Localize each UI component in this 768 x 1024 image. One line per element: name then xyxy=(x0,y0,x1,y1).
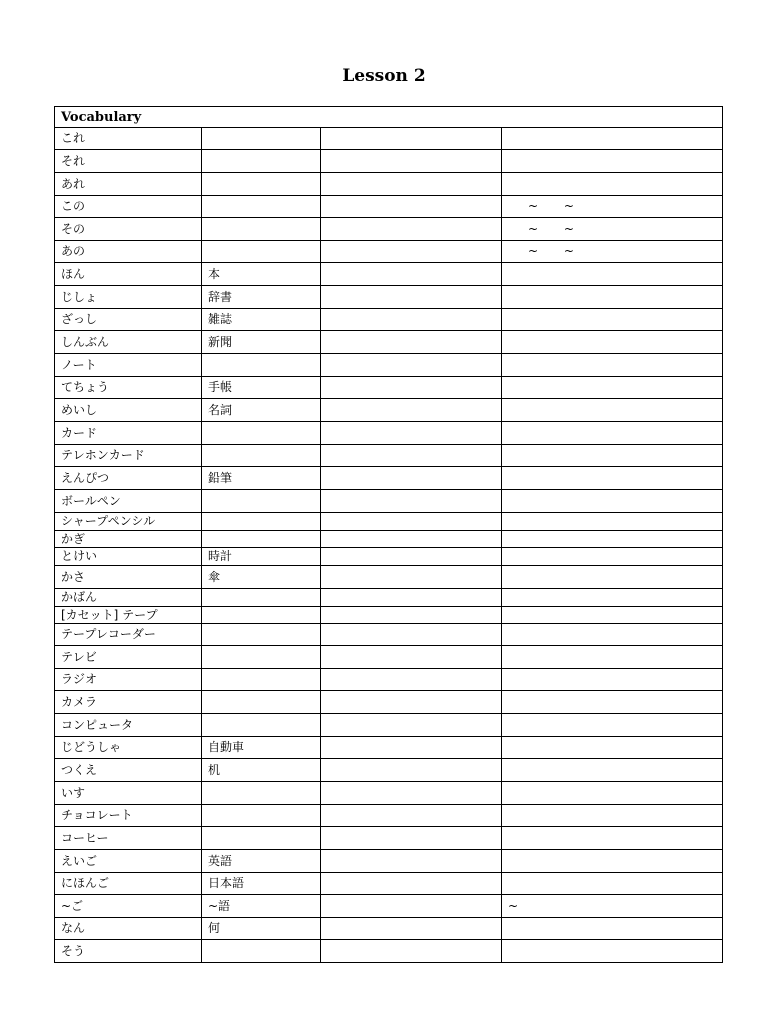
table-row xyxy=(55,445,723,467)
table-row xyxy=(55,286,723,309)
vocab-kana-cell: ほん xyxy=(55,263,202,286)
vocab-blank-cell xyxy=(321,827,502,850)
vocab-note-cell: ~ xyxy=(502,895,723,918)
vocab-note-cell xyxy=(502,445,723,467)
table-row xyxy=(55,490,723,513)
vocab-blank-cell xyxy=(321,422,502,445)
vocab-note-cell xyxy=(502,607,723,624)
vocab-note-cell xyxy=(502,354,723,377)
vocab-note-cell xyxy=(502,782,723,805)
vocab-note-cell xyxy=(502,940,723,963)
vocab-kanji-cell: 本 xyxy=(202,263,321,286)
vocab-blank-cell xyxy=(321,895,502,918)
vocabulary-table xyxy=(54,106,723,963)
table-row xyxy=(55,714,723,737)
vocab-kana-cell: かぎ xyxy=(55,531,202,548)
vocab-kana-cell: めいし xyxy=(55,399,202,422)
vocab-kanji-cell xyxy=(202,150,321,173)
vocab-kanji-cell xyxy=(202,827,321,850)
vocab-note-cell xyxy=(502,624,723,646)
vocab-note-cell xyxy=(502,531,723,548)
vocab-kanji-cell xyxy=(202,422,321,445)
vocab-blank-cell xyxy=(321,548,502,566)
vocab-note-cell xyxy=(502,669,723,691)
vocab-blank-cell xyxy=(321,399,502,422)
table-row xyxy=(55,263,723,286)
vocab-note-cell xyxy=(502,218,723,241)
vocab-kanji-cell xyxy=(202,624,321,646)
table-row xyxy=(55,128,723,150)
vocab-note-cell xyxy=(502,714,723,737)
vocab-kanji-cell: ~語 xyxy=(202,895,321,918)
table-row xyxy=(55,422,723,445)
vocab-kana-cell: これ xyxy=(55,128,202,150)
vocab-kanji-cell: 傘 xyxy=(202,566,321,589)
table-row xyxy=(55,759,723,782)
vocab-blank-cell xyxy=(321,646,502,669)
vocab-kanji-cell xyxy=(202,691,321,714)
table-row xyxy=(55,566,723,589)
vocab-blank-cell xyxy=(321,467,502,490)
vocab-kanji-cell: 自動車 xyxy=(202,737,321,759)
table-row xyxy=(55,513,723,531)
table-row xyxy=(55,173,723,196)
vocab-kanji-cell xyxy=(202,589,321,607)
vocab-note-cell xyxy=(502,646,723,669)
vocab-kanji-cell: 辞書 xyxy=(202,286,321,309)
vocab-blank-cell xyxy=(321,531,502,548)
vocab-blank-cell xyxy=(321,624,502,646)
vocab-note-cell xyxy=(502,377,723,399)
vocab-blank-cell xyxy=(321,759,502,782)
table-row xyxy=(55,241,723,263)
vocab-note-cell xyxy=(502,128,723,150)
table-row xyxy=(55,827,723,850)
vocab-kanji-cell xyxy=(202,490,321,513)
vocab-kana-cell: ラジオ xyxy=(55,669,202,691)
vocab-blank-cell xyxy=(321,850,502,873)
vocab-kana-cell: それ xyxy=(55,150,202,173)
table-row xyxy=(55,850,723,873)
vocab-note-cell xyxy=(502,422,723,445)
tilde-pattern: ~ ~ xyxy=(528,221,574,236)
vocab-kanji-cell xyxy=(202,531,321,548)
vocab-kanji-cell xyxy=(202,607,321,624)
vocab-kanji-cell xyxy=(202,354,321,377)
table-row xyxy=(55,691,723,714)
vocab-note-cell xyxy=(502,548,723,566)
vocab-kana-cell: なん xyxy=(55,918,202,940)
table-row xyxy=(55,331,723,354)
vocab-blank-cell xyxy=(321,196,502,218)
table-row xyxy=(55,548,723,566)
vocab-blank-cell xyxy=(321,377,502,399)
table-row xyxy=(55,531,723,548)
vocab-blank-cell xyxy=(321,589,502,607)
table-row xyxy=(55,782,723,805)
vocab-blank-cell xyxy=(321,669,502,691)
vocab-kanji-cell: 時計 xyxy=(202,548,321,566)
vocab-kana-cell: あれ xyxy=(55,173,202,196)
vocab-blank-cell xyxy=(321,873,502,895)
vocab-note-cell xyxy=(502,873,723,895)
vocab-kanji-cell xyxy=(202,669,321,691)
vocab-blank-cell xyxy=(321,691,502,714)
vocab-kanji-cell: 鉛筆 xyxy=(202,467,321,490)
vocab-blank-cell xyxy=(321,714,502,737)
vocab-kanji-cell: 新聞 xyxy=(202,331,321,354)
vocab-note-cell xyxy=(502,737,723,759)
vocab-blank-cell xyxy=(321,445,502,467)
vocab-blank-cell xyxy=(321,566,502,589)
vocab-kanji-cell xyxy=(202,173,321,196)
vocab-note-cell xyxy=(502,263,723,286)
section-header: Vocabulary xyxy=(55,107,723,128)
vocab-kanji-cell xyxy=(202,218,321,241)
vocab-kana-cell: いす xyxy=(55,782,202,805)
vocab-kana-cell: えんぴつ xyxy=(55,467,202,490)
table-row xyxy=(55,873,723,895)
vocab-note-cell xyxy=(502,331,723,354)
vocab-kana-cell: てちょう xyxy=(55,377,202,399)
vocab-kanji-cell: 机 xyxy=(202,759,321,782)
vocab-blank-cell xyxy=(321,513,502,531)
vocab-blank-cell xyxy=(321,309,502,331)
vocab-kana-cell: テープレコーダー xyxy=(55,624,202,646)
vocab-kanji-cell: 日本語 xyxy=(202,873,321,895)
vocab-kanji-cell: 英語 xyxy=(202,850,321,873)
vocab-kana-cell: ~ご xyxy=(55,895,202,918)
vocab-note-cell xyxy=(502,589,723,607)
vocab-kana-cell: そう xyxy=(55,940,202,963)
vocab-kanji-cell: 名詞 xyxy=(202,399,321,422)
vocab-blank-cell xyxy=(321,607,502,624)
vocab-kana-cell: かさ xyxy=(55,566,202,589)
vocab-note-cell xyxy=(502,173,723,196)
vocab-kanji-cell xyxy=(202,128,321,150)
vocab-kana-cell: コーヒー xyxy=(55,827,202,850)
vocab-kana-cell: つくえ xyxy=(55,759,202,782)
table-row xyxy=(55,309,723,331)
vocab-note-cell xyxy=(502,286,723,309)
vocab-kana-cell: とけい xyxy=(55,548,202,566)
table-row xyxy=(55,624,723,646)
vocab-note-cell xyxy=(502,490,723,513)
vocab-kana-cell: この xyxy=(55,196,202,218)
table-row xyxy=(55,150,723,173)
vocab-kana-cell: えいご xyxy=(55,850,202,873)
table-row xyxy=(55,354,723,377)
vocab-blank-cell xyxy=(321,241,502,263)
table-row xyxy=(55,918,723,940)
page-title: Lesson 2 xyxy=(342,66,426,86)
vocab-kanji-cell xyxy=(202,940,321,963)
vocab-blank-cell xyxy=(321,286,502,309)
vocab-kanji-cell xyxy=(202,513,321,531)
vocab-note-cell xyxy=(502,566,723,589)
vocab-kana-cell: シャープペンシル xyxy=(55,513,202,531)
vocab-blank-cell xyxy=(321,805,502,827)
table-row xyxy=(55,589,723,607)
tilde-pattern: ~ ~ xyxy=(528,244,574,258)
vocab-note-cell xyxy=(502,196,723,218)
vocab-note-cell xyxy=(502,399,723,422)
vocab-blank-cell xyxy=(321,150,502,173)
vocab-note-cell xyxy=(502,691,723,714)
table-row xyxy=(55,607,723,624)
table-row xyxy=(55,805,723,827)
vocab-note-cell xyxy=(502,805,723,827)
vocab-note-cell xyxy=(502,513,723,531)
table-row xyxy=(55,646,723,669)
table-row xyxy=(55,196,723,218)
vocab-kana-cell: ノート xyxy=(55,354,202,377)
vocab-kana-cell: チョコレート xyxy=(55,805,202,827)
vocab-kana-cell: ざっし xyxy=(55,309,202,331)
table-row xyxy=(55,669,723,691)
vocab-kana-cell: コンピュータ xyxy=(55,714,202,737)
table-row xyxy=(55,895,723,918)
vocab-kana-cell: しんぶん xyxy=(55,331,202,354)
table-row xyxy=(55,737,723,759)
vocab-kana-cell: じどうしゃ xyxy=(55,737,202,759)
vocab-kana-cell: にほんご xyxy=(55,873,202,895)
vocab-blank-cell xyxy=(321,918,502,940)
vocab-note-cell xyxy=(502,850,723,873)
vocab-kana-cell: カメラ xyxy=(55,691,202,714)
vocab-kana-cell: テレビ xyxy=(55,646,202,669)
vocab-kanji-cell xyxy=(202,445,321,467)
vocab-blank-cell xyxy=(321,490,502,513)
vocab-kanji-cell xyxy=(202,241,321,263)
vocab-kanji-cell xyxy=(202,196,321,218)
table-row xyxy=(55,940,723,963)
vocab-kana-cell: [カセット] テープ xyxy=(55,607,202,624)
vocab-kana-cell: その xyxy=(55,218,202,241)
vocab-kanji-cell: 雑誌 xyxy=(202,309,321,331)
vocab-blank-cell xyxy=(321,782,502,805)
vocab-blank-cell xyxy=(321,940,502,963)
vocab-blank-cell xyxy=(321,173,502,196)
vocab-blank-cell xyxy=(321,128,502,150)
vocab-kana-cell: カード xyxy=(55,422,202,445)
vocab-kana-cell: ボールペン xyxy=(55,490,202,513)
vocab-note-cell xyxy=(502,467,723,490)
vocab-note-cell xyxy=(502,150,723,173)
vocab-note-cell xyxy=(502,241,723,263)
table-row xyxy=(55,467,723,490)
table-row xyxy=(55,377,723,399)
vocab-kanji-cell: 何 xyxy=(202,918,321,940)
table-header-row xyxy=(55,107,723,128)
vocab-kana-cell: テレホンカード xyxy=(55,445,202,467)
vocab-kana-cell: かばん xyxy=(55,589,202,607)
table-row xyxy=(55,399,723,422)
vocab-kana-cell: あの xyxy=(55,241,202,263)
vocab-note-cell xyxy=(502,918,723,940)
vocab-kana-cell: じしょ xyxy=(55,286,202,309)
vocab-blank-cell xyxy=(321,331,502,354)
vocab-blank-cell xyxy=(321,354,502,377)
vocab-kanji-cell xyxy=(202,646,321,669)
tilde-pattern: ~ ~ xyxy=(528,199,574,213)
vocab-kanji-cell xyxy=(202,714,321,737)
vocab-kanji-cell: 手帳 xyxy=(202,377,321,399)
vocab-blank-cell xyxy=(321,737,502,759)
vocab-blank-cell xyxy=(321,218,502,241)
vocab-note-cell xyxy=(502,309,723,331)
vocab-note-cell xyxy=(502,827,723,850)
vocab-kanji-cell xyxy=(202,805,321,827)
vocab-blank-cell xyxy=(321,263,502,286)
vocab-kanji-cell xyxy=(202,782,321,805)
vocab-note-cell xyxy=(502,759,723,782)
table-row xyxy=(55,218,723,241)
